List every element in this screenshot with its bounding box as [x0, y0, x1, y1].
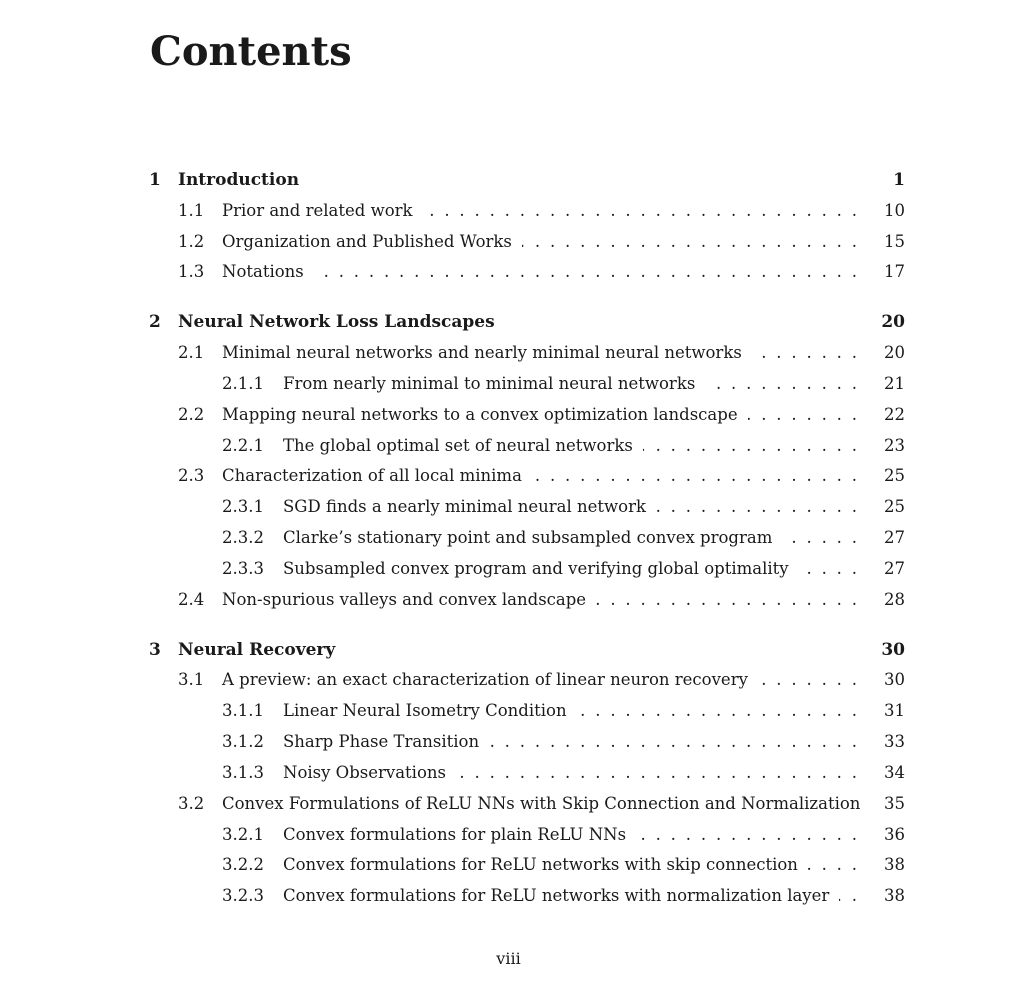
toc-entry-number: 1.3 [178, 262, 205, 281]
toc-entry-number: 3.1.1 [222, 701, 264, 720]
toc-entry-number: 3.1.3 [222, 763, 264, 782]
toc-entry-title: Notations [222, 262, 304, 281]
toc-entry-number: 1 [149, 170, 161, 190]
toc-entry-title: Neural Recovery [178, 640, 336, 660]
toc-entry-number: 2.3.2 [222, 528, 264, 547]
toc-entry-subsection[interactable] [0, 370, 1017, 398]
toc-entry-subsection[interactable] [0, 432, 1017, 460]
toc-entry-page: 20 [881, 312, 905, 332]
toc-entry-chapter[interactable] [0, 636, 1017, 664]
toc-entry-section[interactable] [0, 790, 1017, 818]
dot-leader [636, 821, 857, 849]
dot-leader [758, 666, 857, 694]
toc-entry-page: 21 [884, 374, 905, 393]
toc-entry-title: Organization and Published Works [222, 232, 512, 251]
toc-entry-number: 2.1.1 [222, 374, 264, 393]
toc-entry-page: 20 [884, 343, 905, 362]
toc-entry-section[interactable] [0, 339, 1017, 367]
toc-entry-number: 2.3 [178, 466, 205, 485]
toc-entry-section[interactable] [0, 401, 1017, 429]
toc-entry-number: 3.2 [178, 794, 205, 813]
toc-entry-page: 23 [884, 436, 905, 455]
toc-entry-title: Neural Network Loss Landscapes [178, 312, 495, 332]
toc-entry-title: Clarke’s stationary point and subsampled convex program [283, 528, 773, 547]
toc-entry-title: Non-spurious valleys and convex landscape [222, 590, 587, 609]
toc-entry-subsection[interactable] [0, 759, 1017, 787]
toc-entry-title: Linear Neural Isometry Condition [283, 701, 567, 720]
toc-entry-number: 3.1 [178, 670, 205, 689]
dot-leader [808, 851, 857, 879]
toc-entry-title: Introduction [178, 170, 300, 190]
toc-entry-number: 2.2 [178, 405, 205, 424]
toc-entry-number: 3.2.3 [222, 886, 264, 905]
toc-entry-number: 2.2.1 [222, 436, 264, 455]
toc-entry-title: Mapping neural networks to a convex optimization landscape [222, 405, 738, 424]
toc-entry-subsection[interactable] [0, 728, 1017, 756]
toc-entry-chapter[interactable] [0, 166, 1017, 194]
dot-leader [489, 728, 857, 756]
toc-entry-section[interactable] [0, 228, 1017, 256]
dot-leader [782, 524, 857, 552]
toc-entry-section[interactable] [0, 197, 1017, 225]
toc-entry-title: Convex Formulations of ReLU NNs with Skip Connection and Normalization [222, 794, 861, 813]
toc-entry-page: 10 [884, 201, 905, 220]
toc-entry-page: 25 [884, 497, 905, 516]
toc-entry-section[interactable] [0, 666, 1017, 694]
dot-leader [752, 339, 857, 367]
dot-leader [522, 228, 857, 256]
toc-entry-number: 3 [149, 640, 161, 660]
toc-entry-page: 34 [884, 763, 905, 782]
dot-leader [643, 432, 857, 460]
toc-entry-page: 30 [884, 670, 905, 689]
dot-leader [456, 759, 857, 787]
toc-entry-title: From nearly minimal to minimal neural networks [283, 374, 696, 393]
toc-entry-page: 1 [893, 170, 905, 190]
toc-entry-page: 22 [884, 405, 905, 424]
dot-leader [748, 401, 857, 429]
dot-leader [656, 493, 857, 521]
toc-entry-number: 3.2.2 [222, 855, 264, 874]
toc-entry-page: 33 [884, 732, 905, 751]
toc-entry-subsection[interactable] [0, 851, 1017, 879]
toc-entry-section[interactable] [0, 586, 1017, 614]
toc-entry-number: 2.1 [178, 343, 205, 362]
toc-entry-subsection[interactable] [0, 882, 1017, 910]
dot-leader [577, 697, 857, 725]
dot-leader [532, 462, 857, 490]
toc-entry-title: Sharp Phase Transition [283, 732, 480, 751]
toc-entry-number: 2.3.3 [222, 559, 264, 578]
page-title: Contents [150, 28, 352, 75]
toc-entry-page: 17 [884, 262, 905, 281]
toc-entry-subsection[interactable] [0, 524, 1017, 552]
toc-entry-title: SGD finds a nearly minimal neural network [283, 497, 646, 516]
toc-entry-number: 2.4 [178, 590, 205, 609]
dot-leader [423, 197, 857, 225]
toc-entry-title: Subsampled convex program and verifying global optimality [283, 559, 789, 578]
toc-entry-subsection[interactable] [0, 555, 1017, 583]
dot-leader [799, 555, 857, 583]
page-number-footer: viii [496, 949, 521, 968]
toc-entry-subsection[interactable] [0, 821, 1017, 849]
toc-entry-title: Noisy Observations [283, 763, 446, 782]
toc-entry-title: Minimal neural networks and nearly minimal neural networks [222, 343, 742, 362]
toc-entry-subsection[interactable] [0, 697, 1017, 725]
toc-entry-page: 27 [884, 559, 905, 578]
toc-entry-number: 3.2.1 [222, 825, 264, 844]
toc-entry-page: 15 [884, 232, 905, 251]
toc-entry-page: 30 [881, 640, 905, 660]
toc-entry-title: Prior and related work [222, 201, 413, 220]
toc-entry-page: 38 [884, 855, 905, 874]
toc-entry-page: 38 [884, 886, 905, 905]
toc-entry-page: 28 [884, 590, 905, 609]
toc-entry-title: The global optimal set of neural networks [283, 436, 633, 455]
toc-entry-page: 36 [884, 825, 905, 844]
dot-leader [314, 258, 857, 286]
toc-entry-chapter[interactable] [0, 308, 1017, 336]
toc-entry-section[interactable] [0, 462, 1017, 490]
toc-entry-title: Convex formulations for plain ReLU NNs [283, 825, 627, 844]
toc-entry-number: 2.3.1 [222, 497, 264, 516]
toc-entry-title: Convex formulations for ReLU networks with normalization layer [283, 886, 830, 905]
toc-entry-number: 3.1.2 [222, 732, 264, 751]
toc-entry-title: Characterization of all local minima [222, 466, 522, 485]
dot-leader [705, 370, 857, 398]
dot-leader [839, 882, 857, 910]
dot-leader [596, 586, 857, 614]
toc-entry-number: 2 [149, 312, 161, 332]
toc-entry-page: 35 [884, 794, 905, 813]
toc-entry-page: 27 [884, 528, 905, 547]
toc-entry-section[interactable] [0, 258, 1017, 286]
toc-entry-title: A preview: an exact characterization of linear neuron recovery [222, 670, 748, 689]
toc-entry-number: 1.2 [178, 232, 205, 251]
toc-entry-page: 31 [884, 701, 905, 720]
toc-entry-page: 25 [884, 466, 905, 485]
toc-entry-subsection[interactable] [0, 493, 1017, 521]
toc-entry-number: 1.1 [178, 201, 205, 220]
toc-entry-title: Convex formulations for ReLU networks with skip connection [283, 855, 798, 874]
